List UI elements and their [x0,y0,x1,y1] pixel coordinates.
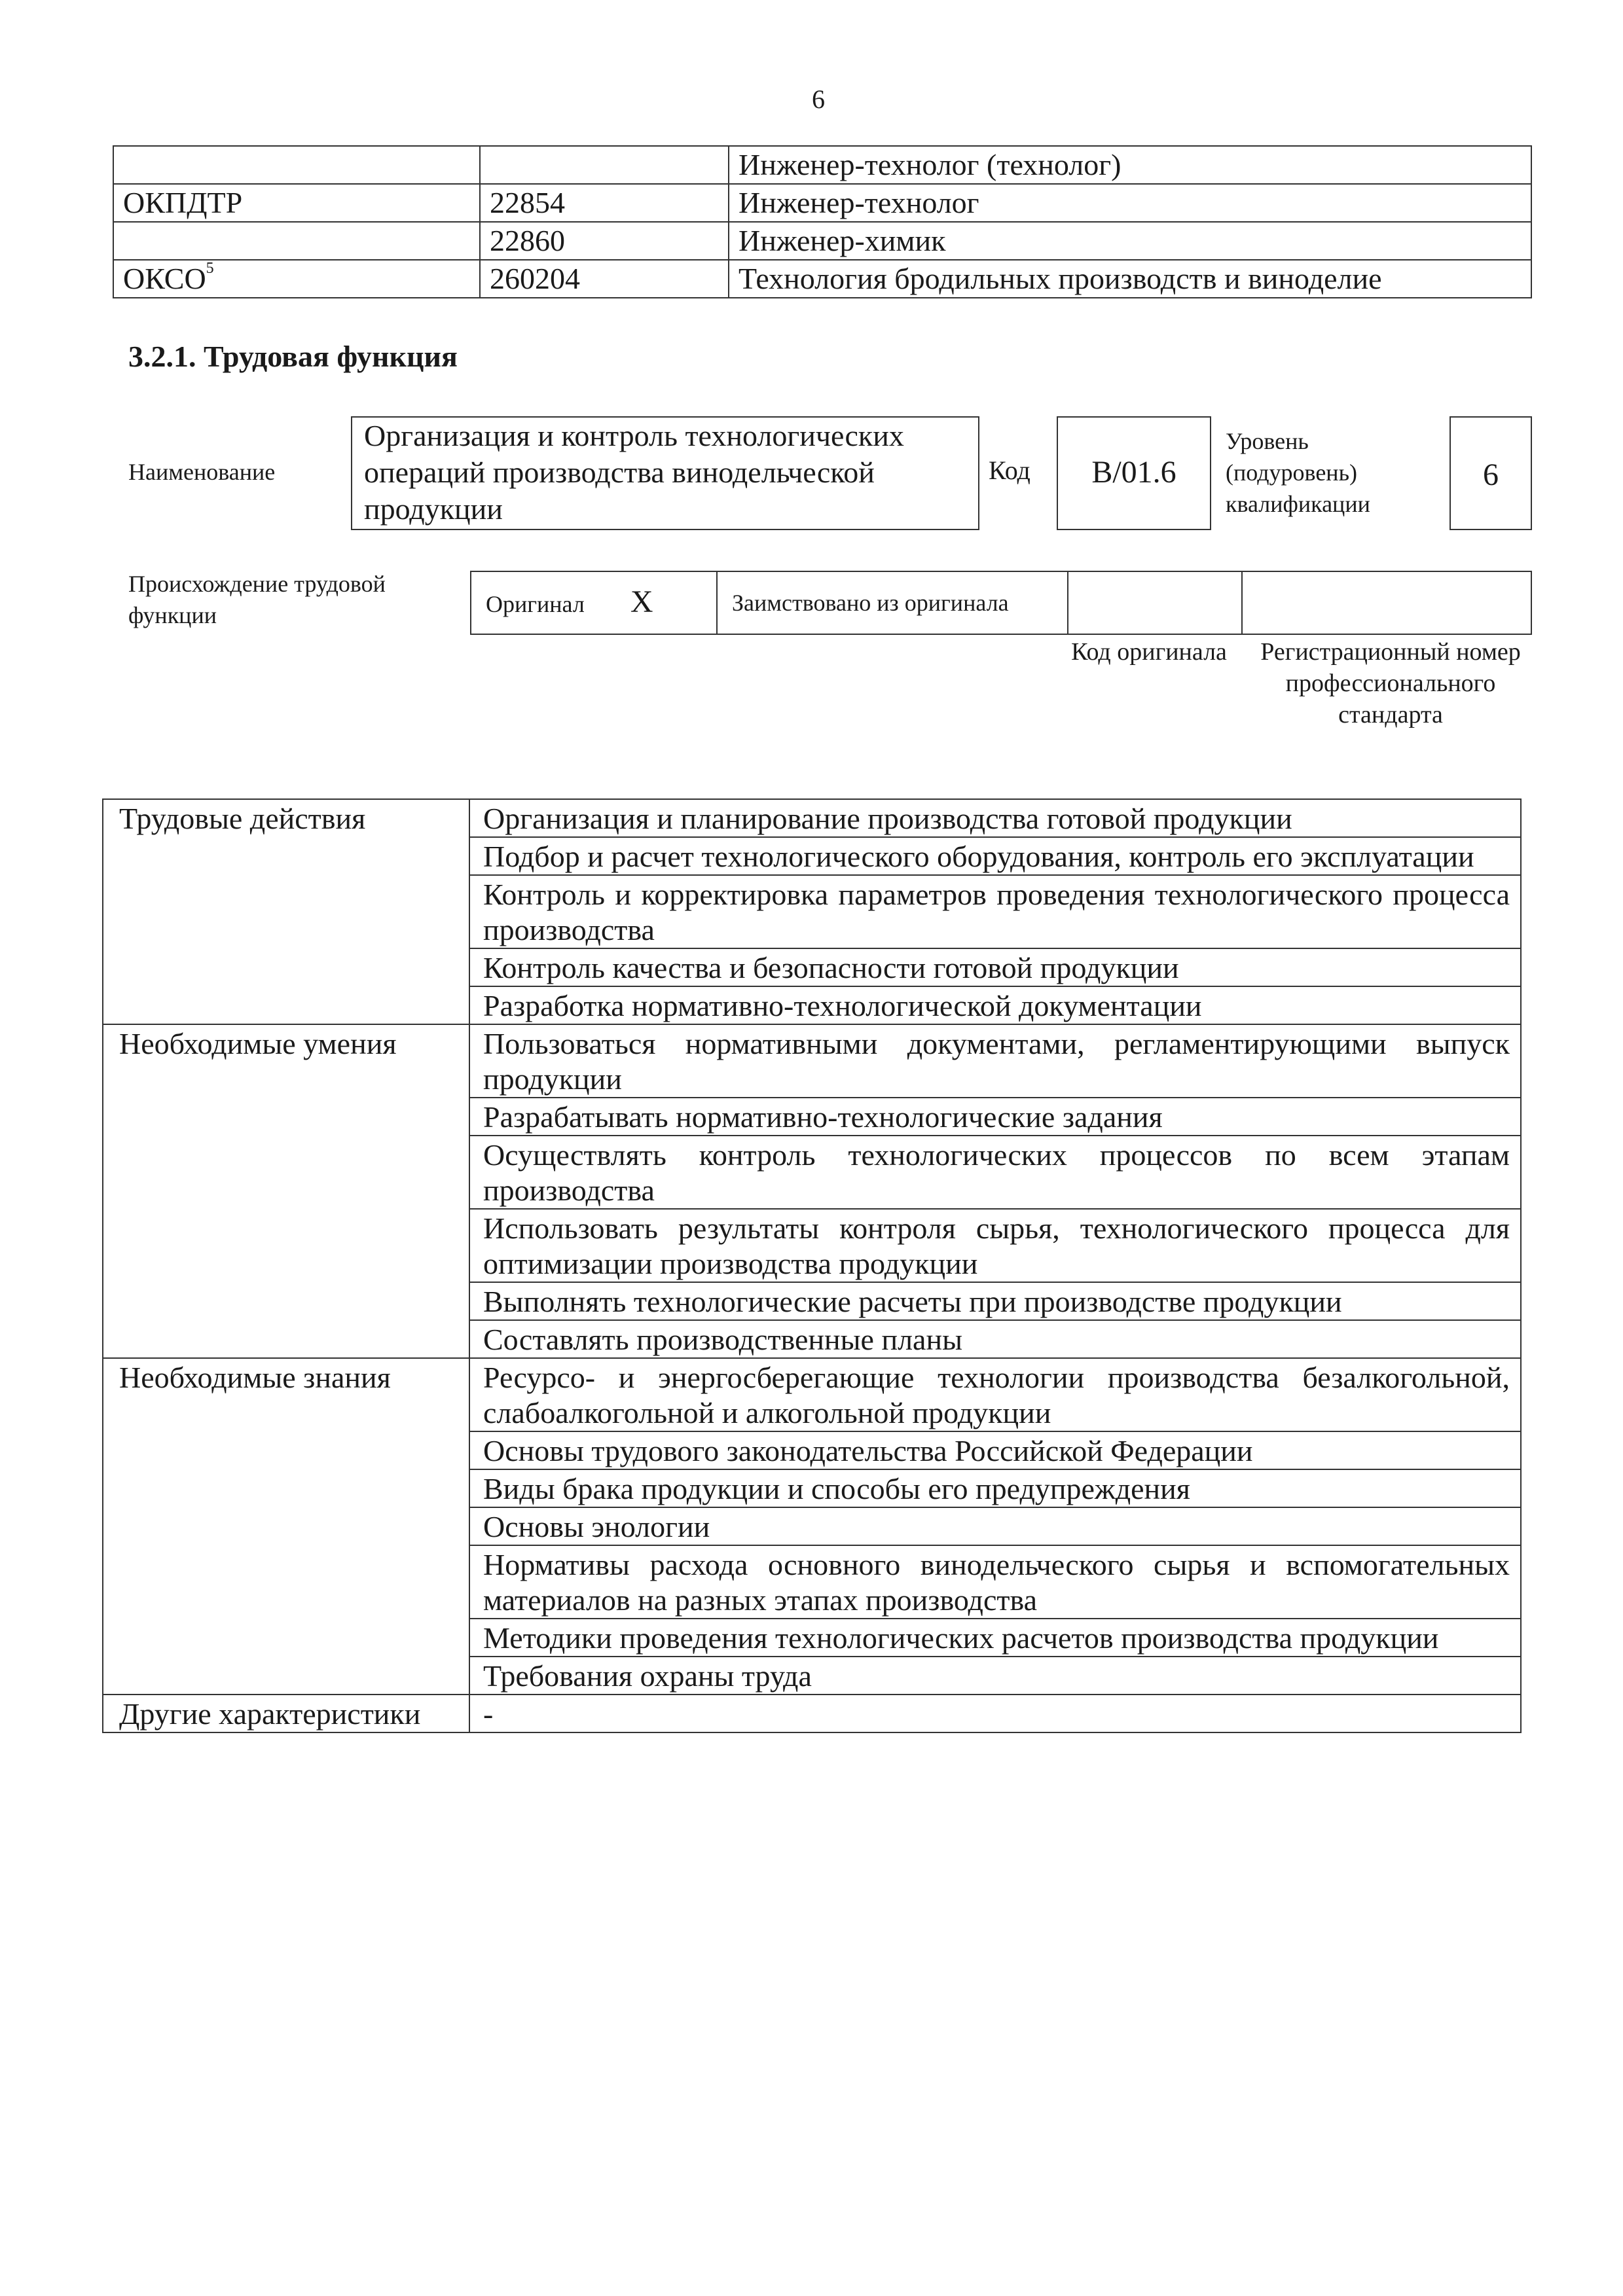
reg-number-cell [1242,571,1531,634]
reg-caption: Регистрационный номер профессионального стандарта [1260,638,1521,728]
original-mark: X [630,584,653,619]
item-cell: Контроль и корректировка параметров проведения технологического процесса производства [469,875,1521,948]
function-details-table [102,798,1522,1733]
name-cell: Инженер-технолог (технолог) [729,146,1531,184]
level-value: 6 [1450,416,1532,530]
code-cell [480,146,729,184]
table-row [103,1358,1521,1431]
item-cell: Основы энологии [469,1507,1521,1545]
original-label: Оригинал [486,590,585,617]
item-cell: Организация и планирование производства готовой продукции [469,799,1521,837]
item-cell: Пользоваться нормативными документами, регламентирующими выпуск продукции [469,1024,1521,1098]
table-row [113,146,1531,184]
classification-table [113,145,1532,298]
item-cell: Разрабатывать нормативно-технологические задания [469,1098,1521,1136]
category-cell: Необходимые умения [103,1024,469,1358]
item-cell: Контроль качества и безопасности готовой продукции [469,948,1521,986]
item-cell: Осуществлять контроль технологических процессов по всем этапам производства [469,1136,1521,1209]
table-row [113,222,1531,260]
category-cell: Необходимые знания [103,1358,469,1695]
table-row [103,1024,1521,1098]
category-cell: Другие характеристики [103,1695,469,1732]
table-row [113,184,1531,222]
item-cell: Ресурсо- и энергосберегающие технологии производства безалкогольной, слабоалкогольной и алкогольной продукции [469,1358,1521,1431]
name-cell: Инженер-химик [729,222,1531,260]
table-row [103,1695,1521,1732]
code-value: В/01.6 [1057,416,1211,530]
table-row [103,799,1521,837]
item-cell: - [469,1695,1521,1732]
item-cell: Нормативы расхода основного винодельческого сырья и вспомогательных материалов на разных этапах производства [469,1545,1521,1619]
item-cell: Разработка нормативно-технологической документации [469,986,1521,1024]
system-cell: ОКПДТР [113,184,480,222]
system-cell [113,222,480,260]
item-cell: Использовать результаты контроля сырья, технологического процесса для оптимизации производства продукции [469,1209,1521,1282]
item-cell: Требования охраны труда [469,1657,1521,1695]
name-cell: Инженер-технолог [729,184,1531,222]
origin-label: Происхождение трудовой функции [128,571,386,628]
system-cell [113,146,480,184]
item-cell: Основы трудового законодательства Российской Федерации [469,1431,1521,1469]
item-cell: Выполнять технологические расчеты при производстве продукции [469,1282,1521,1320]
code-cell: 22860 [480,222,729,260]
code-label: Код [989,456,1030,485]
original-code-cell [1068,571,1242,634]
item-cell: Методики проведения технологических расчетов производства продукции [469,1619,1521,1657]
section-title: 3.2.1. Трудовая функция [128,340,458,373]
borrowed-cell: Заимствовано из оригинала [717,571,1068,634]
item-cell: Подбор и расчет технологического оборудования, контроль его эксплуатации [469,837,1521,875]
origin-table [470,571,1532,635]
level-label: Уровень (подуровень) квалификации [1226,428,1370,517]
item-cell: Составлять производственные планы [469,1320,1521,1358]
code-cell: 260204 [480,260,729,298]
item-cell: Виды брака продукции и способы его предупреждения [469,1469,1521,1507]
system-text: ОКСО [123,262,206,295]
table-row [113,260,1531,298]
code-caption: Код оригинала [1071,638,1227,666]
code-cell: 22854 [480,184,729,222]
original-cell [471,571,717,634]
name-label: Наименование [128,459,276,485]
system-cell [113,260,480,298]
category-cell: Трудовые действия [103,799,469,1024]
name-cell: Технология бродильных производств и виноделие [729,260,1531,298]
page-number: 6 [812,84,825,114]
footnote-mark: 5 [206,260,214,277]
name-value: Организация и контроль технологических операций производства винодельческой продукции [351,416,979,530]
